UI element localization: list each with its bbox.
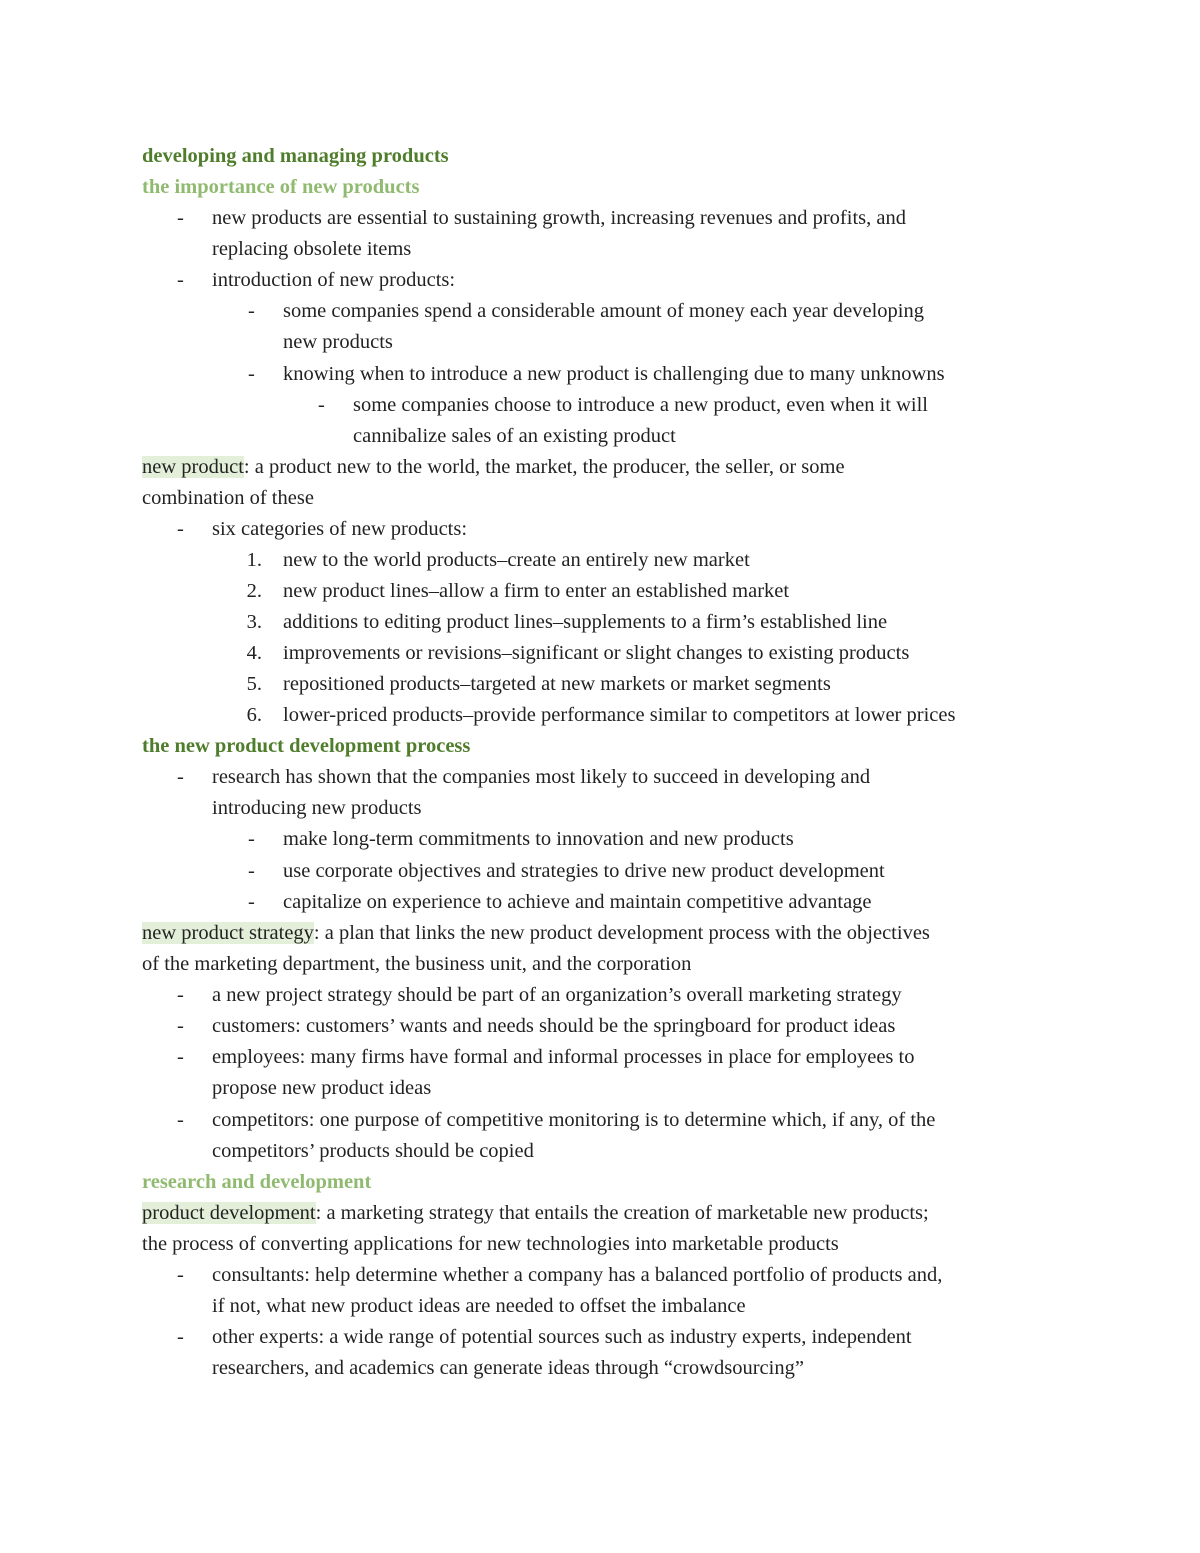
- bullet-dash: -: [177, 207, 184, 229]
- list-number: 5.: [246, 673, 262, 695]
- definition-product-development: [142, 1198, 929, 1229]
- definition-text: combination of these: [142, 487, 314, 509]
- bullet-dash: -: [177, 766, 184, 788]
- bullet-dash: -: [177, 518, 184, 540]
- bullet-text: new products are essential to sustaining growth, increasing revenues and profits, and: [212, 207, 906, 229]
- definition-new-product-strategy: [142, 918, 930, 949]
- bullet-text: knowing when to introduce a new product is challenging due to many unknowns: [283, 363, 945, 385]
- section-heading-process: the new product development process: [142, 735, 471, 757]
- bullet-text: make long-term commitments to innovation and new products: [283, 828, 794, 850]
- definition-text: : a product new to the world, the market, the producer, the seller, or some: [243, 456, 845, 478]
- list-number: 1.: [246, 549, 262, 571]
- bullet-dash: -: [248, 860, 255, 882]
- list-number: 4.: [246, 642, 262, 664]
- bullet-dash: -: [177, 269, 184, 291]
- bullet-dash: -: [248, 891, 255, 913]
- bullet-text: competitors’ products should be copied: [212, 1140, 534, 1162]
- section-heading-rd: research and development: [142, 1171, 372, 1193]
- list-number: 2.: [246, 580, 262, 602]
- bullet-text: propose new product ideas: [212, 1077, 432, 1099]
- definition-text: : a plan that links the new product development process with the objectives: [313, 922, 930, 944]
- list-item: lower-priced products–provide performance similar to competitors at lower prices: [283, 704, 956, 726]
- list-number: 3.: [246, 611, 262, 633]
- bullet-dash: -: [177, 1046, 184, 1068]
- bullet-text: competitors: one purpose of competitive monitoring is to determine which, if any, of the: [212, 1109, 936, 1131]
- section-heading-importance: the importance of new products: [142, 176, 420, 198]
- bullet-text: other experts: a wide range of potential sources such as industry experts, independent: [212, 1326, 912, 1348]
- bullet-dash: -: [177, 1326, 184, 1348]
- definition-text: of the marketing department, the business unit, and the corporation: [142, 953, 692, 975]
- term-highlight: new product strategy: [142, 922, 314, 944]
- bullet-text: replacing obsolete items: [212, 238, 412, 260]
- bullet-text: consultants: help determine whether a company has a balanced portfolio of products and,: [212, 1264, 943, 1286]
- bullet-text: introduction of new products:: [212, 269, 456, 291]
- term-highlight: new product: [142, 456, 244, 478]
- definition-text: : a marketing strategy that entails the creation of marketable new products;: [315, 1202, 929, 1224]
- bullet-text: if not, what new product ideas are needed to offset the imbalance: [212, 1295, 746, 1317]
- bullet-text: researchers, and academics can generate ideas through “crowdsourcing”: [212, 1357, 804, 1379]
- list-item: repositioned products–targeted at new markets or market segments: [283, 673, 831, 695]
- bullet-text: use corporate objectives and strategies to drive new product development: [283, 860, 885, 882]
- bullet-text: customers: customers’ wants and needs should be the springboard for product ideas: [212, 1015, 896, 1037]
- bullet-dash: -: [248, 828, 255, 850]
- bullet-text: some companies choose to introduce a new product, even when it will: [353, 394, 928, 416]
- list-item: new to the world products–create an entirely new market: [283, 549, 750, 571]
- bullet-text: cannibalize sales of an existing product: [353, 425, 676, 447]
- bullet-dash: -: [248, 363, 255, 385]
- bullet-text: introducing new products: [212, 797, 422, 819]
- bullet-text: capitalize on experience to achieve and maintain competitive advantage: [283, 891, 872, 913]
- list-item: improvements or revisions–significant or slight changes to existing products: [283, 642, 910, 664]
- bullet-text: research has shown that the companies most likely to succeed in developing and: [212, 766, 871, 788]
- bullet-text: a new project strategy should be part of an organization’s overall marketing strategy: [212, 984, 902, 1006]
- bullet-dash: -: [177, 984, 184, 1006]
- bullet-dash: -: [318, 394, 325, 416]
- bullet-text: six categories of new products:: [212, 518, 468, 540]
- list-item: additions to editing product lines–supplements to a firm’s established line: [283, 611, 888, 633]
- list-number: 6.: [246, 704, 262, 726]
- bullet-text: some companies spend a considerable amount of money each year developing: [283, 300, 924, 322]
- bullet-dash: -: [177, 1109, 184, 1131]
- list-item: new product lines–allow a firm to enter an established market: [283, 580, 790, 602]
- bullet-dash: -: [248, 300, 255, 322]
- term-highlight: product development: [142, 1202, 316, 1224]
- definition-new-product: [142, 452, 845, 483]
- document-title: developing and managing products: [142, 145, 449, 167]
- bullet-dash: -: [177, 1264, 184, 1286]
- bullet-text: employees: many firms have formal and informal processes in place for employees to: [212, 1046, 915, 1068]
- bullet-text: new products: [283, 331, 393, 353]
- definition-text: the process of converting applications for new technologies into marketable products: [142, 1233, 839, 1255]
- bullet-dash: -: [177, 1015, 184, 1037]
